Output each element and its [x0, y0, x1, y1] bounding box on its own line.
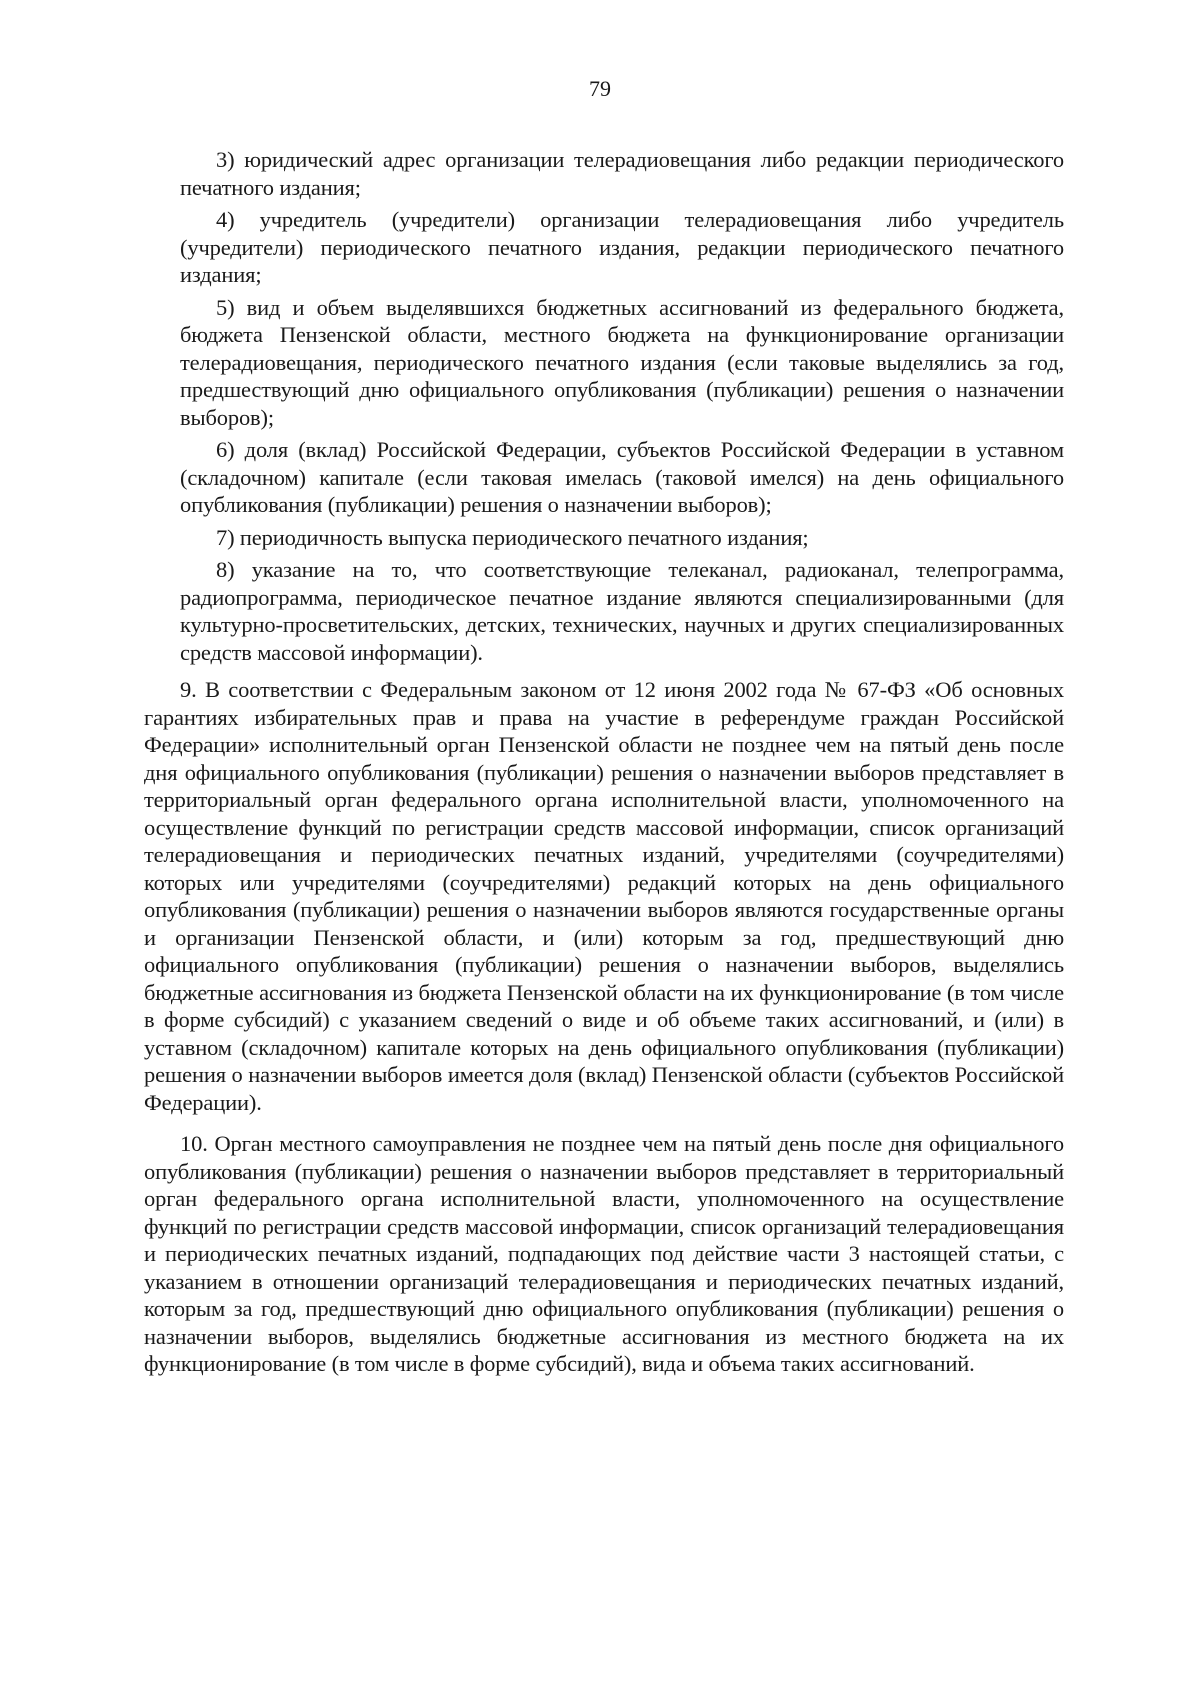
- numbered-list: [144, 146, 1064, 666]
- list-item-8: 8) указание на то, что соответствующие телеканал, радиоканал, телепрограмма, радиопрограмма, периодическое печатное издание являются специализированными (для культурно-просветительских, детских, технических, научных и других специализированных средств массовой информации).: [180, 557, 1064, 665]
- paragraph-9: 9. В соответствии с Федеральным законом от 12 июня 2002 года № 67-ФЗ «Об основных гарантиях избирательных прав и права на участие в референдуме граждан Российской Федерации» исполнительный орган Пензенской области не позднее чем на пятый день после дня официального опубликования (публикации) решения о назначении выборов представляет в территориальный орган федерального органа исполнительной власти, уполномоченного на осуществление функций по регистрации средств массовой информации, список организаций телерадиовещания и периодических печатных изданий, учредителями (соучредителями) которых или учредителями (соучредителями) редакций которых на день официального опубликования (публикации) решения о назначении выборов являются государственные органы и организации Пензенской области, и (или) которым за год, предшествующий дню официального опубликования (публикации) решения о назначении выборов, выделялись бюджетные ассигнования из бюджета Пензенской области на их функционирование (в том числе в форме субсидий) с указанием сведений о виде и об объеме таких ассигнований, и (или) в уставном (складочном) капитале которых на день официального опубликования (публикации) решения о назначении выборов имеется доля (вклад) Пензенской области (субъектов Российской Федерации).: [144, 677, 1064, 1115]
- list-item-6: 6) доля (вклад) Российской Федерации, субъектов Российской Федерации в уставном (складочном) капитале (если таковая имелась (таковой имелся) на день официального опубликования (публикации) решения о назначении выборов);: [180, 437, 1064, 517]
- list-item-4: 4) учредитель (учредители) организации телерадиовещания либо учредитель (учредители) периодического печатного издания, редакции периодического печатного издания;: [180, 207, 1064, 287]
- list-item-7: 7) периодичность выпуска периодического печатного издания;: [216, 524, 809, 550]
- document-text: [144, 146, 1064, 1378]
- list-item-3: 3) юридический адрес организации телерадиовещания либо редакции периодического печатного издания;: [180, 147, 1064, 200]
- list-item-5: 5) вид и объем выделявшихся бюджетных ассигнований из федерального бюджета, бюджета Пензенской области, местного бюджета на функционирование организации телерадиовещания, периодического печатного издания (если таковые выделялись за год, предшествующий дню официального опубликования (публикации) решения о назначении выборов);: [180, 294, 1064, 430]
- paragraph-10: 10. Орган местного самоуправления не позднее чем на пятый день после дня официального опубликования (публикации) решения о назначении выборов представляет в территориальный орган федерального органа исполнительной власти, уполномоченного на осуществление функций по регистрации средств массовой информации, список организаций телерадиовещания и периодических печатных изданий, подпадающих под действие части 3 настоящей статьи, с указанием в отношении организаций телерадиовещания и периодических печатных изданий, которым за год, предшествующий дню официального опубликования (публикации) решения о назначении выборов, выделялись бюджетные ассигнования из местного бюджета на их функционирование (в том числе в форме субсидий), вида и объема таких ассигнований.: [144, 1131, 1064, 1376]
- page-number: 79: [589, 76, 611, 101]
